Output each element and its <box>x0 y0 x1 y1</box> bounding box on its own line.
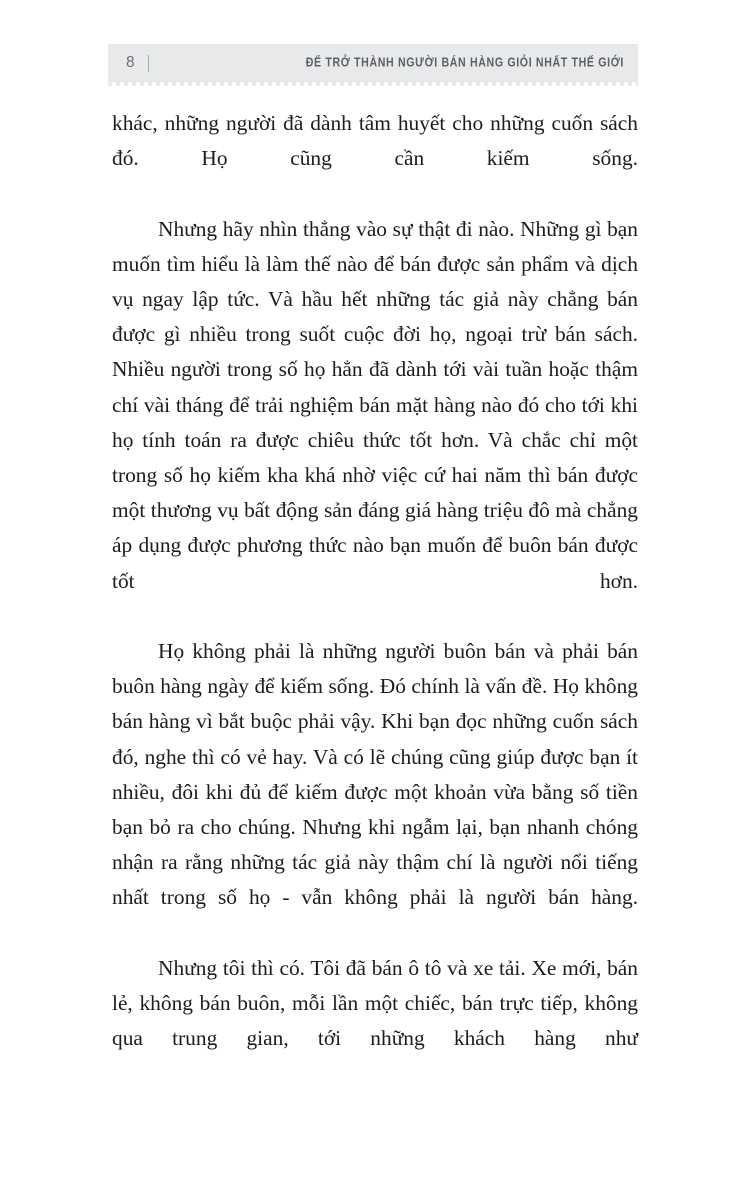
running-header-content <box>108 44 638 82</box>
header-scallop-edge <box>108 82 638 89</box>
running-header-band <box>108 44 638 82</box>
header-divider <box>148 55 149 72</box>
page-number: 8 <box>126 54 135 72</box>
paragraph: Nhưng hãy nhìn thẳng vào sự thật đi nào. Những gì bạn muốn tìm hiểu là làm thế nào để bán được sản phẩm và dịch vụ ngay lập tức. Và hầu hết những tác giả này chẳng bán được gì nhiều trong suốt cuộc đời họ, ngoại trừ bán sách. Nhiều người trong số họ hẳn đã dành tới vài tuần hoặc thậm chí vài tháng để trải nghiệm bán mặt hàng nào đó cho tới khi họ tính toán ra được chiêu thức tốt hơn. Và chắc chỉ một trong số họ kiếm kha khá nhờ việc cứ hai năm thì bán được một thương vụ bất động sản đáng giá hàng triệu đô mà chẳng áp dụng được phương thức nào bạn muốn để buôn bán được tốt hơn. <box>112 216 638 593</box>
paragraph: Nhưng tôi thì có. Tôi đã bán ô tô và xe tải. Xe mới, bán lẻ, không bán buôn, mỗi lần một chiếc, bán trực tiếp, không qua trung gian, tới những khách hàng như <box>112 955 638 1051</box>
running-header-title: ĐỂ TRỞ THÀNH NGƯỜI BÁN HÀNG GIỎI NHẤT THẾ GIỚI <box>305 55 624 70</box>
page-body <box>112 106 638 1092</box>
paragraph: Họ không phải là những người buôn bán và phải bán buôn hàng ngày để kiếm sống. Đó chính là vấn đề. Họ không bán hàng vì bắt buộc phải vậy. Khi bạn đọc những cuốn sách đó, nghe thì có vẻ hay. Và có lẽ chúng cũng giúp được bạn ít nhiều, đôi khi đủ để kiếm được một khoản vừa bằng số tiền bạn bỏ ra cho chúng. Nhưng khi ngẫm lại, bạn nhanh chóng nhận ra rằng những tác giả này thậm chí là người nổi tiếng nhất trong số họ - vẫn không phải là người bán hàng. <box>112 639 638 910</box>
paragraph: khác, những người đã dành tâm huyết cho những cuốn sách đó. Họ cũng cần kiếm sống. <box>112 111 638 171</box>
